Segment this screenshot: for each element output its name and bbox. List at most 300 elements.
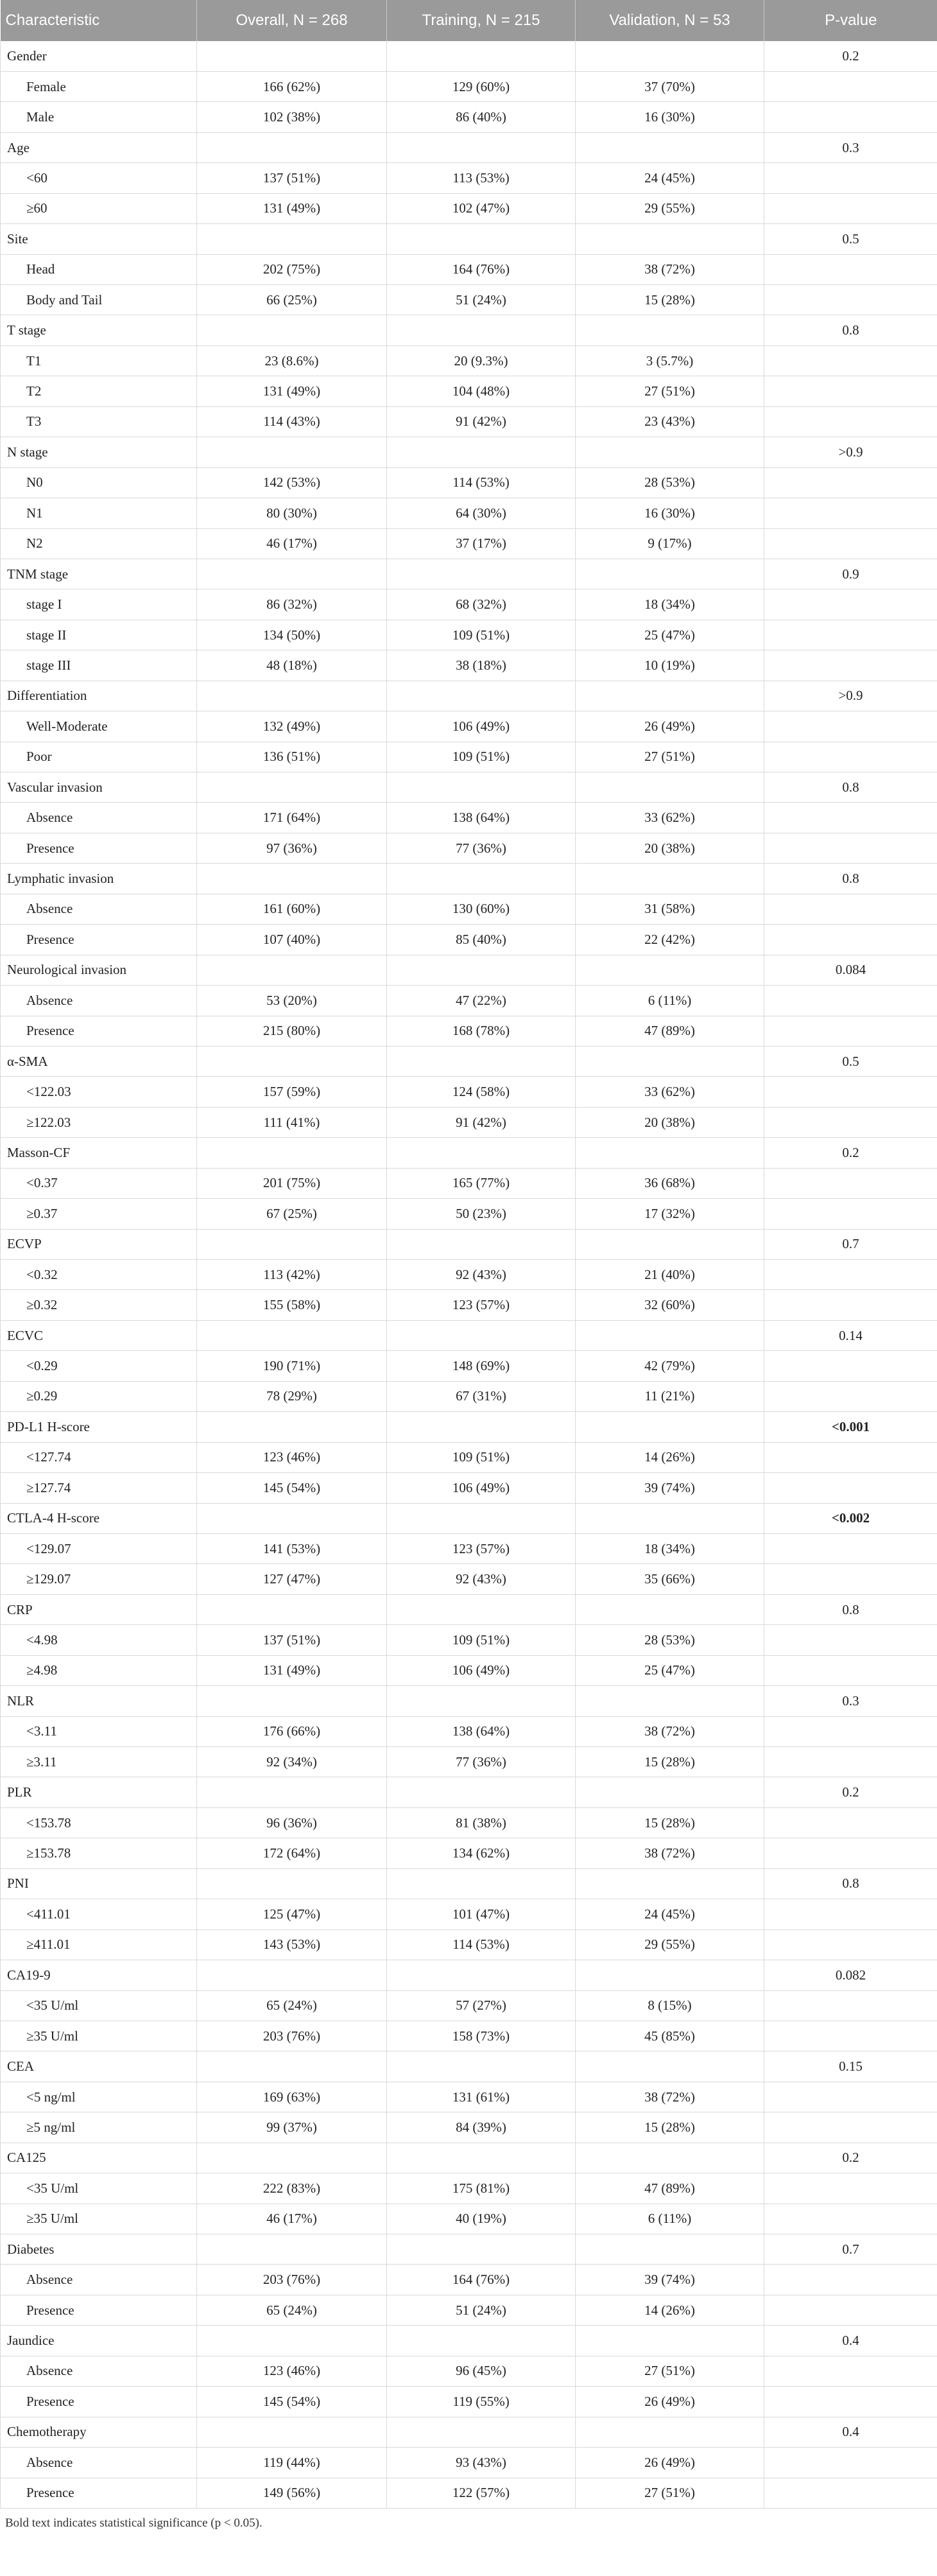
overall-cell: 131 (49%) bbox=[197, 376, 387, 406]
validation-cell: 47 (89%) bbox=[576, 2173, 764, 2204]
overall-cell bbox=[197, 1960, 387, 1990]
training-cell: 68 (32%) bbox=[387, 589, 576, 620]
table-row-level bbox=[1, 894, 937, 924]
overall-cell: 113 (42%) bbox=[197, 1260, 387, 1290]
p-value-cell: 0.15 bbox=[764, 2051, 937, 2082]
validation-cell: 27 (51%) bbox=[576, 2356, 764, 2386]
p-value-cell bbox=[764, 1533, 937, 1563]
p-value-cell bbox=[764, 1716, 937, 1746]
p-value-cell bbox=[764, 528, 937, 559]
table-row-level bbox=[1, 2112, 937, 2143]
training-cell bbox=[387, 2417, 576, 2447]
table-row-level bbox=[1, 285, 937, 315]
table-row-variable bbox=[1, 772, 937, 803]
p-value-cell bbox=[764, 1107, 937, 1137]
overall-cell: 137 (51%) bbox=[197, 163, 387, 193]
table-footnote: Bold text indicates statistical significance (p < 0.05). bbox=[5, 2516, 262, 2530]
table-row-variable bbox=[1, 1229, 937, 1259]
level-label: stage II bbox=[1, 620, 197, 650]
variable-name: Masson-CF bbox=[1, 1138, 197, 1168]
table-row-level bbox=[1, 1168, 937, 1198]
p-value-cell bbox=[764, 620, 937, 650]
validation-cell: 22 (42%) bbox=[576, 925, 764, 955]
p-value-cell: 0.4 bbox=[764, 2417, 937, 2447]
variable-name: Age bbox=[1, 132, 197, 162]
validation-cell: 15 (28%) bbox=[576, 2112, 764, 2143]
training-cell: 37 (17%) bbox=[387, 528, 576, 559]
table-row-level bbox=[1, 650, 937, 681]
p-value-cell bbox=[764, 163, 937, 193]
overall-cell: 149 (56%) bbox=[197, 2478, 387, 2508]
p-value-cell: >0.9 bbox=[764, 681, 937, 711]
table-row-level bbox=[1, 1199, 937, 1229]
overall-cell: 222 (83%) bbox=[197, 2173, 387, 2204]
training-cell: 81 (38%) bbox=[387, 1807, 576, 1838]
validation-cell: 14 (26%) bbox=[576, 2295, 764, 2325]
p-value-cell bbox=[764, 589, 937, 620]
variable-name: CEA bbox=[1, 2051, 197, 2082]
p-value-cell bbox=[764, 833, 937, 863]
table-row-level bbox=[1, 1107, 937, 1137]
variable-name: CA125 bbox=[1, 2143, 197, 2173]
validation-cell: 14 (26%) bbox=[576, 1442, 764, 1472]
training-cell bbox=[387, 1229, 576, 1259]
p-value-cell bbox=[764, 742, 937, 772]
validation-cell bbox=[576, 1138, 764, 1168]
overall-cell: 23 (8.6%) bbox=[197, 345, 387, 376]
validation-cell: 18 (34%) bbox=[576, 589, 764, 620]
variable-name: Differentiation bbox=[1, 681, 197, 711]
p-value-cell: 0.9 bbox=[764, 559, 937, 589]
p-value-cell bbox=[764, 285, 937, 315]
validation-cell: 25 (47%) bbox=[576, 1655, 764, 1685]
training-cell: 124 (58%) bbox=[387, 1077, 576, 1107]
table-row-level bbox=[1, 2448, 937, 2478]
level-label: Absence bbox=[1, 2448, 197, 2478]
training-cell: 148 (69%) bbox=[387, 1351, 576, 1381]
p-value-cell bbox=[764, 2204, 937, 2234]
level-label: T2 bbox=[1, 376, 197, 406]
training-cell: 51 (24%) bbox=[387, 285, 576, 315]
level-label: ≥127.74 bbox=[1, 1473, 197, 1503]
training-cell: 165 (77%) bbox=[387, 1168, 576, 1198]
p-value-cell bbox=[764, 2478, 937, 2508]
validation-cell: 33 (62%) bbox=[576, 1077, 764, 1107]
training-cell bbox=[387, 2143, 576, 2173]
overall-cell: 215 (80%) bbox=[197, 1016, 387, 1046]
overall-cell: 176 (66%) bbox=[197, 1716, 387, 1746]
training-cell: 114 (53%) bbox=[387, 467, 576, 498]
overall-cell: 65 (24%) bbox=[197, 2295, 387, 2325]
overall-cell: 131 (49%) bbox=[197, 1655, 387, 1685]
training-cell: 109 (51%) bbox=[387, 742, 576, 772]
p-value-cell: 0.8 bbox=[764, 1594, 937, 1624]
header-validation: Validation, N = 53 bbox=[576, 0, 764, 41]
table-row-variable bbox=[1, 681, 937, 711]
validation-cell: 11 (21%) bbox=[576, 1381, 764, 1411]
training-cell: 85 (40%) bbox=[387, 925, 576, 955]
level-label: Presence bbox=[1, 1016, 197, 1046]
p-value-cell: 0.3 bbox=[764, 132, 937, 162]
overall-cell: 46 (17%) bbox=[197, 528, 387, 559]
table-row-level bbox=[1, 1381, 937, 1411]
level-label: Presence bbox=[1, 2478, 197, 2508]
table-row-level bbox=[1, 1442, 937, 1472]
p-value-cell: 0.7 bbox=[764, 2234, 937, 2265]
p-value-cell bbox=[764, 254, 937, 284]
p-value-cell bbox=[764, 2387, 937, 2417]
variable-name: Gender bbox=[1, 41, 197, 71]
p-value-cell: 0.8 bbox=[764, 315, 937, 345]
overall-cell bbox=[197, 2051, 387, 2082]
p-value-cell: 0.2 bbox=[764, 41, 937, 71]
variable-name: Neurological invasion bbox=[1, 955, 197, 985]
level-label: N1 bbox=[1, 498, 197, 528]
level-label: Presence bbox=[1, 2295, 197, 2325]
level-label: ≥411.01 bbox=[1, 1929, 197, 1960]
p-value-cell bbox=[764, 1290, 937, 1320]
validation-cell: 24 (45%) bbox=[576, 163, 764, 193]
training-cell bbox=[387, 864, 576, 894]
overall-cell: 67 (25%) bbox=[197, 1199, 387, 1229]
training-cell: 104 (48%) bbox=[387, 376, 576, 406]
overall-cell bbox=[197, 955, 387, 985]
variable-name: CA19-9 bbox=[1, 1960, 197, 1990]
p-value-cell bbox=[764, 1655, 937, 1685]
p-value-cell: 0.5 bbox=[764, 224, 937, 254]
validation-cell: 42 (79%) bbox=[576, 1351, 764, 1381]
training-cell: 129 (60%) bbox=[387, 71, 576, 101]
training-cell: 57 (27%) bbox=[387, 1990, 576, 2021]
table-row-variable bbox=[1, 437, 937, 467]
level-label: Absence bbox=[1, 803, 197, 833]
level-label: Absence bbox=[1, 894, 197, 924]
p-value-cell: 0.2 bbox=[764, 1138, 937, 1168]
overall-cell: 134 (50%) bbox=[197, 620, 387, 650]
overall-cell: 142 (53%) bbox=[197, 467, 387, 498]
validation-cell: 27 (51%) bbox=[576, 2478, 764, 2508]
table-row-variable bbox=[1, 1777, 937, 1807]
validation-cell bbox=[576, 772, 764, 803]
variable-name: N stage bbox=[1, 437, 197, 467]
overall-cell: 141 (53%) bbox=[197, 1533, 387, 1563]
training-cell: 106 (49%) bbox=[387, 1473, 576, 1503]
p-value-cell bbox=[764, 1168, 937, 1198]
table-row-variable bbox=[1, 2143, 937, 2173]
table-row-level bbox=[1, 1655, 937, 1685]
validation-cell bbox=[576, 1412, 764, 1442]
overall-cell: 166 (62%) bbox=[197, 71, 387, 101]
validation-cell bbox=[576, 681, 764, 711]
table-row-variable bbox=[1, 2326, 937, 2356]
overall-cell: 99 (37%) bbox=[197, 2112, 387, 2143]
p-value-cell bbox=[764, 2082, 937, 2112]
overall-cell: 114 (43%) bbox=[197, 406, 387, 437]
overall-cell: 127 (47%) bbox=[197, 1564, 387, 1594]
training-cell: 109 (51%) bbox=[387, 1625, 576, 1655]
training-cell bbox=[387, 1046, 576, 1076]
overall-cell bbox=[197, 2143, 387, 2173]
p-value-cell bbox=[764, 2173, 937, 2204]
overall-cell: 202 (75%) bbox=[197, 254, 387, 284]
training-cell: 40 (19%) bbox=[387, 2204, 576, 2234]
validation-cell: 16 (30%) bbox=[576, 102, 764, 132]
validation-cell bbox=[576, 2143, 764, 2173]
level-label: Female bbox=[1, 71, 197, 101]
validation-cell bbox=[576, 1320, 764, 1350]
table-row-variable bbox=[1, 1046, 937, 1076]
table-row-level bbox=[1, 1260, 937, 1290]
header-training: Training, N = 215 bbox=[387, 0, 576, 41]
level-label: N2 bbox=[1, 528, 197, 559]
overall-cell: 131 (49%) bbox=[197, 193, 387, 223]
p-value-cell bbox=[764, 2265, 937, 2295]
validation-cell: 6 (11%) bbox=[576, 2204, 764, 2234]
table-row-variable bbox=[1, 559, 937, 589]
training-cell: 92 (43%) bbox=[387, 1564, 576, 1594]
validation-cell: 45 (85%) bbox=[576, 2021, 764, 2051]
training-cell: 64 (30%) bbox=[387, 498, 576, 528]
table-row-level bbox=[1, 1533, 937, 1563]
variable-name: Chemotherapy bbox=[1, 2417, 197, 2447]
p-value-cell bbox=[764, 1807, 937, 1838]
training-cell: 67 (31%) bbox=[387, 1381, 576, 1411]
training-cell: 50 (23%) bbox=[387, 1199, 576, 1229]
training-cell: 138 (64%) bbox=[387, 1716, 576, 1746]
table-row-level bbox=[1, 2204, 937, 2234]
table-row-variable bbox=[1, 1686, 937, 1716]
p-value-cell bbox=[764, 1747, 937, 1777]
overall-cell bbox=[197, 2326, 387, 2356]
table-row-level bbox=[1, 376, 937, 406]
overall-cell bbox=[197, 315, 387, 345]
level-label: Absence bbox=[1, 986, 197, 1016]
level-label: Poor bbox=[1, 742, 197, 772]
validation-cell bbox=[576, 1686, 764, 1716]
validation-cell bbox=[576, 559, 764, 589]
overall-cell bbox=[197, 681, 387, 711]
level-label: stage I bbox=[1, 589, 197, 620]
table-row-variable bbox=[1, 315, 937, 345]
training-cell: 77 (36%) bbox=[387, 833, 576, 863]
table-row-variable bbox=[1, 224, 937, 254]
variable-name: T stage bbox=[1, 315, 197, 345]
validation-cell: 38 (72%) bbox=[576, 2082, 764, 2112]
table-row-variable bbox=[1, 864, 937, 894]
overall-cell: 86 (32%) bbox=[197, 589, 387, 620]
table-row-level bbox=[1, 163, 937, 193]
level-label: Head bbox=[1, 254, 197, 284]
validation-cell: 20 (38%) bbox=[576, 1107, 764, 1137]
p-value-cell: 0.2 bbox=[764, 1777, 937, 1807]
training-cell: 84 (39%) bbox=[387, 2112, 576, 2143]
p-value-cell bbox=[764, 1625, 937, 1655]
level-label: ≥0.37 bbox=[1, 1199, 197, 1229]
level-label: <3.11 bbox=[1, 1716, 197, 1746]
training-cell bbox=[387, 1594, 576, 1624]
validation-cell: 26 (49%) bbox=[576, 711, 764, 742]
level-label: Well-Moderate bbox=[1, 711, 197, 742]
p-value-cell bbox=[764, 925, 937, 955]
training-cell bbox=[387, 1320, 576, 1350]
level-label: Body and Tail bbox=[1, 285, 197, 315]
overall-cell: 48 (18%) bbox=[197, 650, 387, 681]
table-body bbox=[1, 41, 937, 2508]
table-header-row bbox=[1, 0, 937, 41]
p-value-cell: <0.002 bbox=[764, 1503, 937, 1533]
overall-cell bbox=[197, 1229, 387, 1259]
p-value-cell: 0.4 bbox=[764, 2326, 937, 2356]
level-label: <411.01 bbox=[1, 1899, 197, 1929]
header-p-value: P-value bbox=[764, 0, 937, 41]
validation-cell: 38 (72%) bbox=[576, 254, 764, 284]
p-value-cell bbox=[764, 102, 937, 132]
table-row-level bbox=[1, 742, 937, 772]
variable-name: CTLA-4 H-score bbox=[1, 1503, 197, 1533]
table-row-variable bbox=[1, 1503, 937, 1533]
table-row-variable bbox=[1, 2234, 937, 2265]
overall-cell: 137 (51%) bbox=[197, 1625, 387, 1655]
training-cell: 109 (51%) bbox=[387, 620, 576, 650]
training-cell bbox=[387, 559, 576, 589]
p-value-cell: 0.5 bbox=[764, 1046, 937, 1076]
level-label: <0.32 bbox=[1, 1260, 197, 1290]
training-cell: 101 (47%) bbox=[387, 1899, 576, 1929]
overall-cell: 92 (34%) bbox=[197, 1747, 387, 1777]
table-row-level bbox=[1, 467, 937, 498]
training-cell: 134 (62%) bbox=[387, 1838, 576, 1868]
overall-cell bbox=[197, 1138, 387, 1168]
p-value-cell bbox=[764, 376, 937, 406]
variable-name: α-SMA bbox=[1, 1046, 197, 1076]
validation-cell bbox=[576, 437, 764, 467]
overall-cell: 46 (17%) bbox=[197, 2204, 387, 2234]
validation-cell: 3 (5.7%) bbox=[576, 345, 764, 376]
table-row-variable bbox=[1, 1138, 937, 1168]
validation-cell bbox=[576, 2326, 764, 2356]
overall-cell: 97 (36%) bbox=[197, 833, 387, 863]
training-cell bbox=[387, 1868, 576, 1899]
training-cell: 130 (60%) bbox=[387, 894, 576, 924]
level-label: <127.74 bbox=[1, 1442, 197, 1472]
level-label: ≥129.07 bbox=[1, 1564, 197, 1594]
level-label: <0.37 bbox=[1, 1168, 197, 1198]
table-row-level bbox=[1, 528, 937, 559]
overall-cell: 171 (64%) bbox=[197, 803, 387, 833]
training-cell bbox=[387, 2326, 576, 2356]
validation-cell bbox=[576, 2051, 764, 2082]
table-row-level bbox=[1, 102, 937, 132]
table-row-level bbox=[1, 1807, 937, 1838]
table-row-level bbox=[1, 1838, 937, 1868]
validation-cell: 9 (17%) bbox=[576, 528, 764, 559]
validation-cell: 24 (45%) bbox=[576, 1899, 764, 1929]
level-label: ≥35 U/ml bbox=[1, 2021, 197, 2051]
p-value-cell bbox=[764, 1260, 937, 1290]
validation-cell: 6 (11%) bbox=[576, 986, 764, 1016]
training-cell: 158 (73%) bbox=[387, 2021, 576, 2051]
validation-cell: 10 (19%) bbox=[576, 650, 764, 681]
training-cell: 47 (22%) bbox=[387, 986, 576, 1016]
variable-name: NLR bbox=[1, 1686, 197, 1716]
overall-cell bbox=[197, 1594, 387, 1624]
table-row-variable bbox=[1, 2051, 937, 2082]
p-value-cell bbox=[764, 1351, 937, 1381]
p-value-cell bbox=[764, 1016, 937, 1046]
table-row-variable bbox=[1, 1320, 937, 1350]
table-row-level bbox=[1, 1473, 937, 1503]
training-cell bbox=[387, 772, 576, 803]
p-value-cell bbox=[764, 2295, 937, 2325]
variable-name: Vascular invasion bbox=[1, 772, 197, 803]
training-cell bbox=[387, 132, 576, 162]
variable-name: TNM stage bbox=[1, 559, 197, 589]
p-value-cell bbox=[764, 894, 937, 924]
training-cell bbox=[387, 1686, 576, 1716]
overall-cell bbox=[197, 437, 387, 467]
overall-cell bbox=[197, 224, 387, 254]
level-label: ≥3.11 bbox=[1, 1747, 197, 1777]
training-cell bbox=[387, 224, 576, 254]
validation-cell bbox=[576, 2234, 764, 2265]
overall-cell bbox=[197, 132, 387, 162]
validation-cell: 15 (28%) bbox=[576, 285, 764, 315]
overall-cell: 203 (76%) bbox=[197, 2265, 387, 2295]
table-row-variable bbox=[1, 1594, 937, 1624]
validation-cell: 21 (40%) bbox=[576, 1260, 764, 1290]
validation-cell: 36 (68%) bbox=[576, 1168, 764, 1198]
table-row-level bbox=[1, 2295, 937, 2325]
p-value-cell bbox=[764, 1899, 937, 1929]
overall-cell: 201 (75%) bbox=[197, 1168, 387, 1198]
table-row-level bbox=[1, 1016, 937, 1046]
overall-cell: 123 (46%) bbox=[197, 2356, 387, 2386]
level-label: <153.78 bbox=[1, 1807, 197, 1838]
training-cell bbox=[387, 437, 576, 467]
training-cell bbox=[387, 1777, 576, 1807]
table-row-variable bbox=[1, 1960, 937, 1990]
validation-cell: 39 (74%) bbox=[576, 2265, 764, 2295]
variable-name: Lymphatic invasion bbox=[1, 864, 197, 894]
overall-cell: 169 (63%) bbox=[197, 2082, 387, 2112]
validation-cell: 25 (47%) bbox=[576, 620, 764, 650]
training-cell: 106 (49%) bbox=[387, 1655, 576, 1685]
level-label: <5 ng/ml bbox=[1, 2082, 197, 2112]
p-value-cell bbox=[764, 986, 937, 1016]
level-label: ≥60 bbox=[1, 193, 197, 223]
overall-cell bbox=[197, 1320, 387, 1350]
table-row-level bbox=[1, 2478, 937, 2508]
table-row-variable bbox=[1, 1412, 937, 1442]
validation-cell bbox=[576, 132, 764, 162]
p-value-cell bbox=[764, 1838, 937, 1868]
overall-cell bbox=[197, 2417, 387, 2447]
training-cell bbox=[387, 1960, 576, 1990]
overall-cell: 143 (53%) bbox=[197, 1929, 387, 1960]
table-row-level bbox=[1, 803, 937, 833]
training-cell: 38 (18%) bbox=[387, 650, 576, 681]
training-cell: 20 (9.3%) bbox=[387, 345, 576, 376]
validation-cell: 47 (89%) bbox=[576, 1016, 764, 1046]
level-label: Presence bbox=[1, 2387, 197, 2417]
validation-cell bbox=[576, 1229, 764, 1259]
training-cell: 131 (61%) bbox=[387, 2082, 576, 2112]
overall-cell: 96 (36%) bbox=[197, 1807, 387, 1838]
validation-cell: 17 (32%) bbox=[576, 1199, 764, 1229]
overall-cell bbox=[197, 1686, 387, 1716]
overall-cell bbox=[197, 2234, 387, 2265]
table-row-level bbox=[1, 711, 937, 742]
